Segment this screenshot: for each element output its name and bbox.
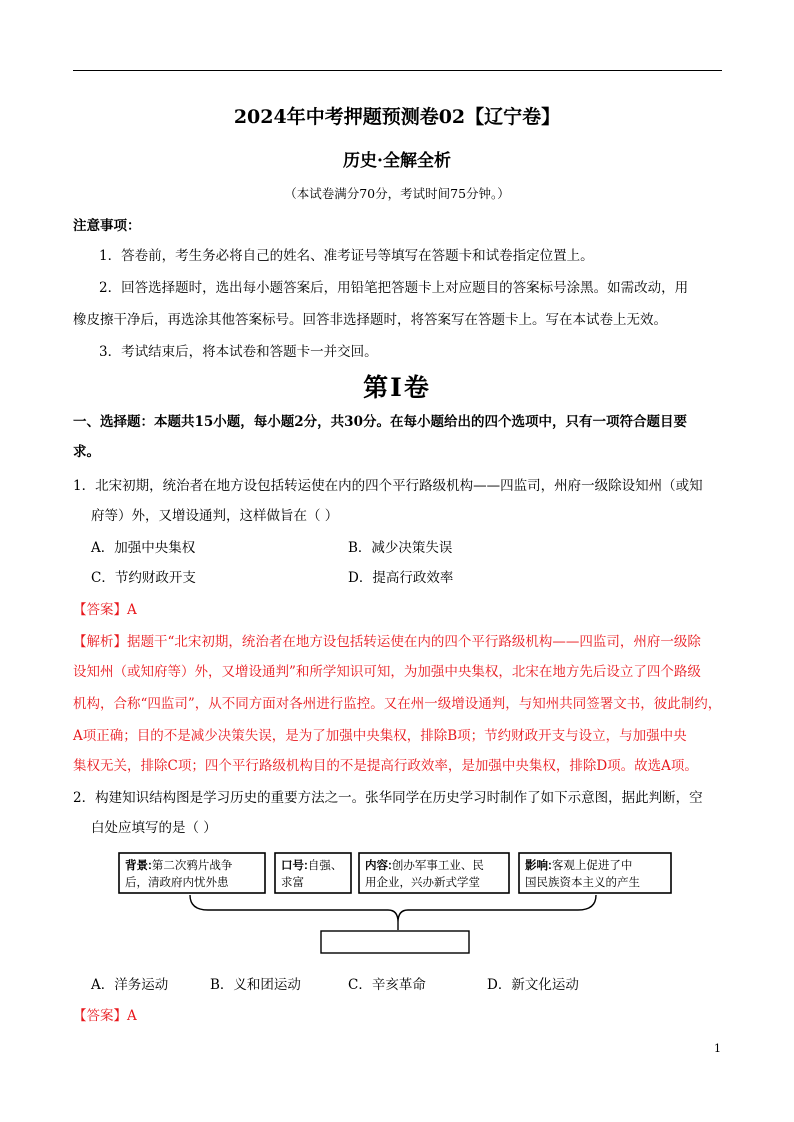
header-rule	[73, 70, 722, 71]
question-1-analysis: 设知州（或知府等）外，又增设通判”和所学知识可知，为加强中央集权，北宋在地方先后设立了四个路级	[73, 664, 701, 680]
section-heading: 一、选择题：本题共15小题，每小题2分，共30分。在每小题给出的四个选项中，只有一项符合题目要	[73, 414, 687, 430]
section-heading-cont: 求。	[73, 444, 100, 460]
question-2-option-b: B．义和团运动	[210, 977, 301, 993]
diagram-box-impact-text: 国民族资本主义的产生	[525, 877, 640, 889]
question-1-option-c: C．节约财政开支	[91, 570, 196, 586]
diagram-box-slogan-text: 自强、	[307, 860, 343, 872]
diagram-box-background-text: 后，清政府内忧外患	[125, 877, 229, 889]
notice-item: 2．回答选择题时，选出每小题答案后，用铅笔把答题卡上对应题目的答案标号涂黑。如需改动，用	[99, 280, 689, 296]
question-1-option-d: D．提高行政效率	[348, 570, 454, 586]
diagram-box-background-label: 背景:	[125, 860, 152, 872]
question-1-option-a: A．加强中央集权	[91, 540, 196, 556]
svg-text:内容:创办军事工业、民	[365, 858, 484, 872]
part-title: 第Ⅰ卷	[363, 373, 431, 402]
notice-heading: 注意事项：	[73, 218, 141, 234]
question-2-answer: 【答案】A	[73, 1008, 137, 1024]
diagram-box-content-text: 创办军事工业、民	[391, 860, 484, 872]
question-1-analysis: 集权无关，排除C项；四个平行路级机构目的不是提高行政效率，是加强中央集权，排除D项。故选A项。	[73, 758, 698, 774]
knowledge-structure-diagram	[118, 852, 674, 960]
diagram-box-slogan-label: 口号:	[281, 860, 308, 872]
question-1-analysis: 【解析】据题干“北宋初期，统治者在地方设包括转运使在内的四个平行路级机构——四监司，州府一级除	[73, 634, 701, 650]
diagram-box-slogan-text: 求富	[281, 877, 304, 889]
diagram-box-background-text: 第二次鸦片战争	[151, 860, 233, 872]
svg-text:影响:客观上促进了中	[525, 858, 632, 872]
question-2-option-c: C．辛亥革命	[348, 977, 426, 993]
notice-item: 1．答卷前，考生务必将自己的姓名、准考证号等填写在答题卡和试卷指定位置上。	[99, 248, 594, 264]
question-1-analysis: 机构，合称“四监司”，从不同方面对各州进行监控。又在州一级增设通判，与知州共同签署文书，彼此制约，	[73, 696, 722, 712]
svg-text:背景:第二次鸦片战争	[125, 858, 233, 872]
notice-item: 橡皮擦干净后，再选涂其他答案标号。回答非选择题时，将答案写在答题卡上。写在本试卷上无效。	[73, 312, 667, 328]
question-2-option-a: A．洋务运动	[91, 977, 169, 993]
page-number: 1	[714, 1042, 721, 1055]
question-1-stem: 1．北宋初期，统治者在地方设包括转运使在内的四个平行路级机构——四监司，州府一级除设知州（或知	[73, 478, 703, 494]
question-1-answer: 【答案】A	[73, 602, 137, 618]
question-2-option-d: D．新文化运动	[487, 977, 579, 993]
question-1-option-b: B．减少决策失误	[348, 540, 453, 556]
svg-text:口号:自强、	[281, 858, 342, 872]
question-2-stem: 2．构建知识结构图是学习历史的重要方法之一。张华同学在历史学习时制作了如下示意图，据此判断，空	[73, 790, 703, 806]
page-title: 2024年中考押题预测卷02【辽宁卷】	[233, 106, 561, 128]
page-subtitle: 历史·全解全析	[343, 151, 451, 171]
notice-item: 3．考试结束后，将本试卷和答题卡一并交回。	[99, 344, 378, 360]
diagram-box-impact-text: 客观上促进了中	[551, 860, 633, 872]
diagram-box-impact-label: 影响:	[525, 860, 552, 872]
diagram-box-content-text: 用企业，兴办新式学堂	[365, 877, 480, 889]
question-2-stem-cont: 白处应填写的是（ ）	[91, 820, 217, 836]
question-1-stem-cont: 府等）外，又增设通判，这样做旨在（ ）	[91, 508, 339, 524]
exam-note: （本试卷满分70分，考试时间75分钟。）	[284, 186, 510, 201]
diagram-blank-box	[321, 931, 469, 953]
diagram-brace	[190, 895, 596, 922]
question-1-analysis: A项正确；目的不是减少决策失误，是为了加强中央集权，排除B项；节约财政开支与设立，与加强中央	[73, 728, 687, 744]
diagram-box-content-label: 内容:	[365, 860, 392, 872]
